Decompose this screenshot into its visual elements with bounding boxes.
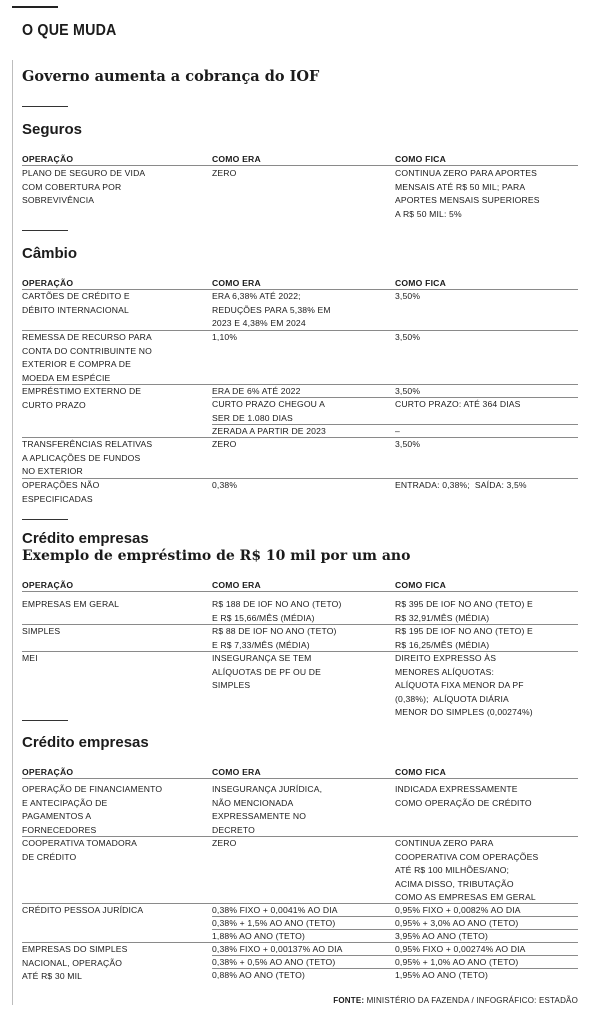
table-cell: MEI [22, 653, 38, 663]
table-cell: 1,88% AO ANO (TETO) [212, 931, 305, 941]
table-cell: 0,38% + 0,5% AO ANO (TETO) [212, 957, 336, 967]
table-cell: 1,10% [212, 332, 238, 342]
table-cell: ZERADA A PARTIR DE 2023 [212, 426, 326, 436]
table-cell: 3,50% [395, 386, 421, 396]
table-cell: ZERO [212, 439, 237, 449]
section-title-seguros: Seguros [22, 121, 83, 138]
table-cell: 0,38% + 1,5% AO ANO (TETO) [212, 918, 336, 928]
table-cell: 1,95% AO ANO (TETO) [395, 970, 488, 980]
table-cell: ZERO [212, 168, 237, 178]
table-cell: ERA DE 6% ATÉ 2022 [212, 386, 301, 396]
table-cell: 0,95% FIXO + 0,0082% AO DIA [395, 905, 521, 915]
header-como-fica: COMO FICA [395, 767, 446, 777]
header-como-era: COMO ERA [212, 580, 261, 590]
table-cell: 0,95% FIXO + 0,00274% AO DIA [395, 944, 526, 954]
table-cell: 3,50% [395, 332, 421, 342]
section-dash [22, 519, 68, 520]
table-cell: OPERAÇÃO DE FINANCIAMENTO E ANTECIPAÇÃO DE PAGAMENTOS A FORNECEDORES [22, 784, 163, 835]
header-como-fica: COMO FICA [395, 278, 446, 288]
header-como-era: COMO ERA [212, 154, 261, 164]
header-operacao: OPERAÇÃO [22, 154, 74, 164]
row-divider [22, 778, 578, 779]
table-cell: 0,38% [212, 480, 238, 490]
header-como-fica: COMO FICA [395, 580, 446, 590]
left-vertical-rule [12, 60, 13, 1005]
table-cell: 0,38% FIXO + 0,00137% AO DIA [212, 944, 343, 954]
source-text: MINISTÉRIO DA FAZENDA / INFOGRÁFICO: ESTADÃO [364, 996, 578, 1005]
table-cell: 3,50% [395, 291, 421, 301]
table-cell: INDICADA EXPRESSAMENTE COMO OPERAÇÃO DE CRÉDITO [395, 784, 532, 808]
section-title-credito-empresas: Crédito empresas [22, 734, 149, 751]
section-dash [22, 230, 68, 231]
table-cell: – [395, 426, 400, 436]
table-cell: ERA 6,38% ATÉ 2022; REDUÇÕES PARA 5,38% EM 2023 E 4,38% EM 2024 [212, 291, 331, 328]
section-title-cambio: Câmbio [22, 245, 78, 262]
headline: Governo aumenta a cobrança do IOF [22, 68, 320, 85]
table-cell: R$ 395 DE IOF NO ANO (TETO) E R$ 32,91/MÊS (MÉDIA) [395, 599, 533, 623]
table-cell: R$ 195 DE IOF NO ANO (TETO) E R$ 16,25/MÊS (MÉDIA) [395, 626, 533, 650]
table-cell: 0,95% + 3,0% AO ANO (TETO) [395, 918, 519, 928]
table-cell: CURTO PRAZO CHEGOU A SER DE 1.080 DIAS [212, 399, 325, 423]
table-cell: CRÉDITO PESSOA JURÍDICA [22, 905, 144, 915]
row-divider [22, 165, 578, 166]
header-operacao: OPERAÇÃO [22, 580, 74, 590]
table-cell: 3,95% AO ANO (TETO) [395, 931, 488, 941]
table-cell: ZERO [212, 838, 237, 848]
table-cell: PLANO DE SEGURO DE VIDA COM COBERTURA POR SOBREVIVÊNCIA [22, 168, 146, 205]
table-cell: EMPRÉSTIMO EXTERNO DE CURTO PRAZO [22, 386, 142, 410]
table-cell: 3,50% [395, 439, 421, 449]
header-como-era: COMO ERA [212, 767, 261, 777]
table-cell: 0,88% AO ANO (TETO) [212, 970, 305, 980]
top-rule [12, 6, 58, 8]
table-cell: INSEGURANÇA SE TEM ALÍQUOTAS DE PF OU DE SIMPLES [212, 653, 321, 690]
kicker: O QUE MUDA [22, 22, 117, 39]
table-cell: CONTINUA ZERO PARA APORTES MENSAIS ATÉ R$ 50 MIL; PARA APORTES MENSAIS SUPERIORES A R$ 50 MIL: 5% [395, 168, 540, 219]
table-cell: REMESSA DE RECURSO PARA CONTA DO CONTRIBUINTE NO EXTERIOR E COMPRA DE MOEDA EM ESPÉCIE [22, 332, 152, 383]
source-credit [333, 996, 578, 1005]
source-label: FONTE: [333, 996, 365, 1005]
section-subtitle: Exemplo de empréstimo de R$ 10 mil por um ano [22, 548, 411, 564]
table-cell: EMPRESAS DO SIMPLES NACIONAL, OPERAÇÃO ATÉ R$ 30 MIL [22, 944, 128, 981]
header-operacao: OPERAÇÃO [22, 767, 74, 777]
section-title-credito-empresas: Crédito empresas [22, 530, 149, 547]
row-divider [22, 591, 578, 592]
table-cell: CARTÕES DE CRÉDITO E DÉBITO INTERNACIONAL [22, 291, 130, 315]
table-cell: DIREITO EXPRESSO ÀS MENORES ALÍQUOTAS: ALÍQUOTA FIXA MENOR DA PF (0,38%); ALÍQUOTA DIÁRIA MENOR DO SIMPLES (0,00274%) [395, 653, 533, 717]
table-cell: COOPERATIVA TOMADORA DE CRÉDITO [22, 838, 138, 862]
table-cell: 0,95% + 1,0% AO ANO (TETO) [395, 957, 519, 967]
table-cell: SIMPLES [22, 626, 61, 636]
table-cell: R$ 188 DE IOF NO ANO (TETO) E R$ 15,66/MÊS (MÉDIA) [212, 599, 342, 623]
table-cell: OPERAÇÕES NÃO ESPECIFICADAS [22, 480, 100, 504]
table-cell: TRANSFERÊNCIAS RELATIVAS A APLICAÇÕES DE FUNDOS NO EXTERIOR [22, 439, 153, 476]
header-operacao: OPERAÇÃO [22, 278, 74, 288]
table-cell: CURTO PRAZO: ATÉ 364 DIAS [395, 399, 521, 409]
table-cell: ENTRADA: 0,38%; SAÍDA: 3,5% [395, 480, 527, 490]
header-como-era: COMO ERA [212, 278, 261, 288]
table-cell: EMPRESAS EM GERAL [22, 599, 120, 609]
header-como-fica: COMO FICA [395, 154, 446, 164]
table-cell: INSEGURANÇA JURÍDICA, NÃO MENCIONADA EXPRESSAMENTE NO DECRETO [212, 784, 323, 835]
section-dash [22, 106, 68, 107]
section-dash [22, 720, 68, 721]
table-cell: 0,38% FIXO + 0,0041% AO DIA [212, 905, 338, 915]
table-cell: R$ 88 DE IOF NO ANO (TETO) E R$ 7,33/MÊS (MÉDIA) [212, 626, 337, 650]
table-cell: CONTINUA ZERO PARA COOPERATIVA COM OPERAÇÕES ATÉ R$ 100 MILHÕES/ANO; ACIMA DISSO, TRIBUTAÇÃO COMO AS EMPRESAS EM GERAL [395, 838, 539, 902]
